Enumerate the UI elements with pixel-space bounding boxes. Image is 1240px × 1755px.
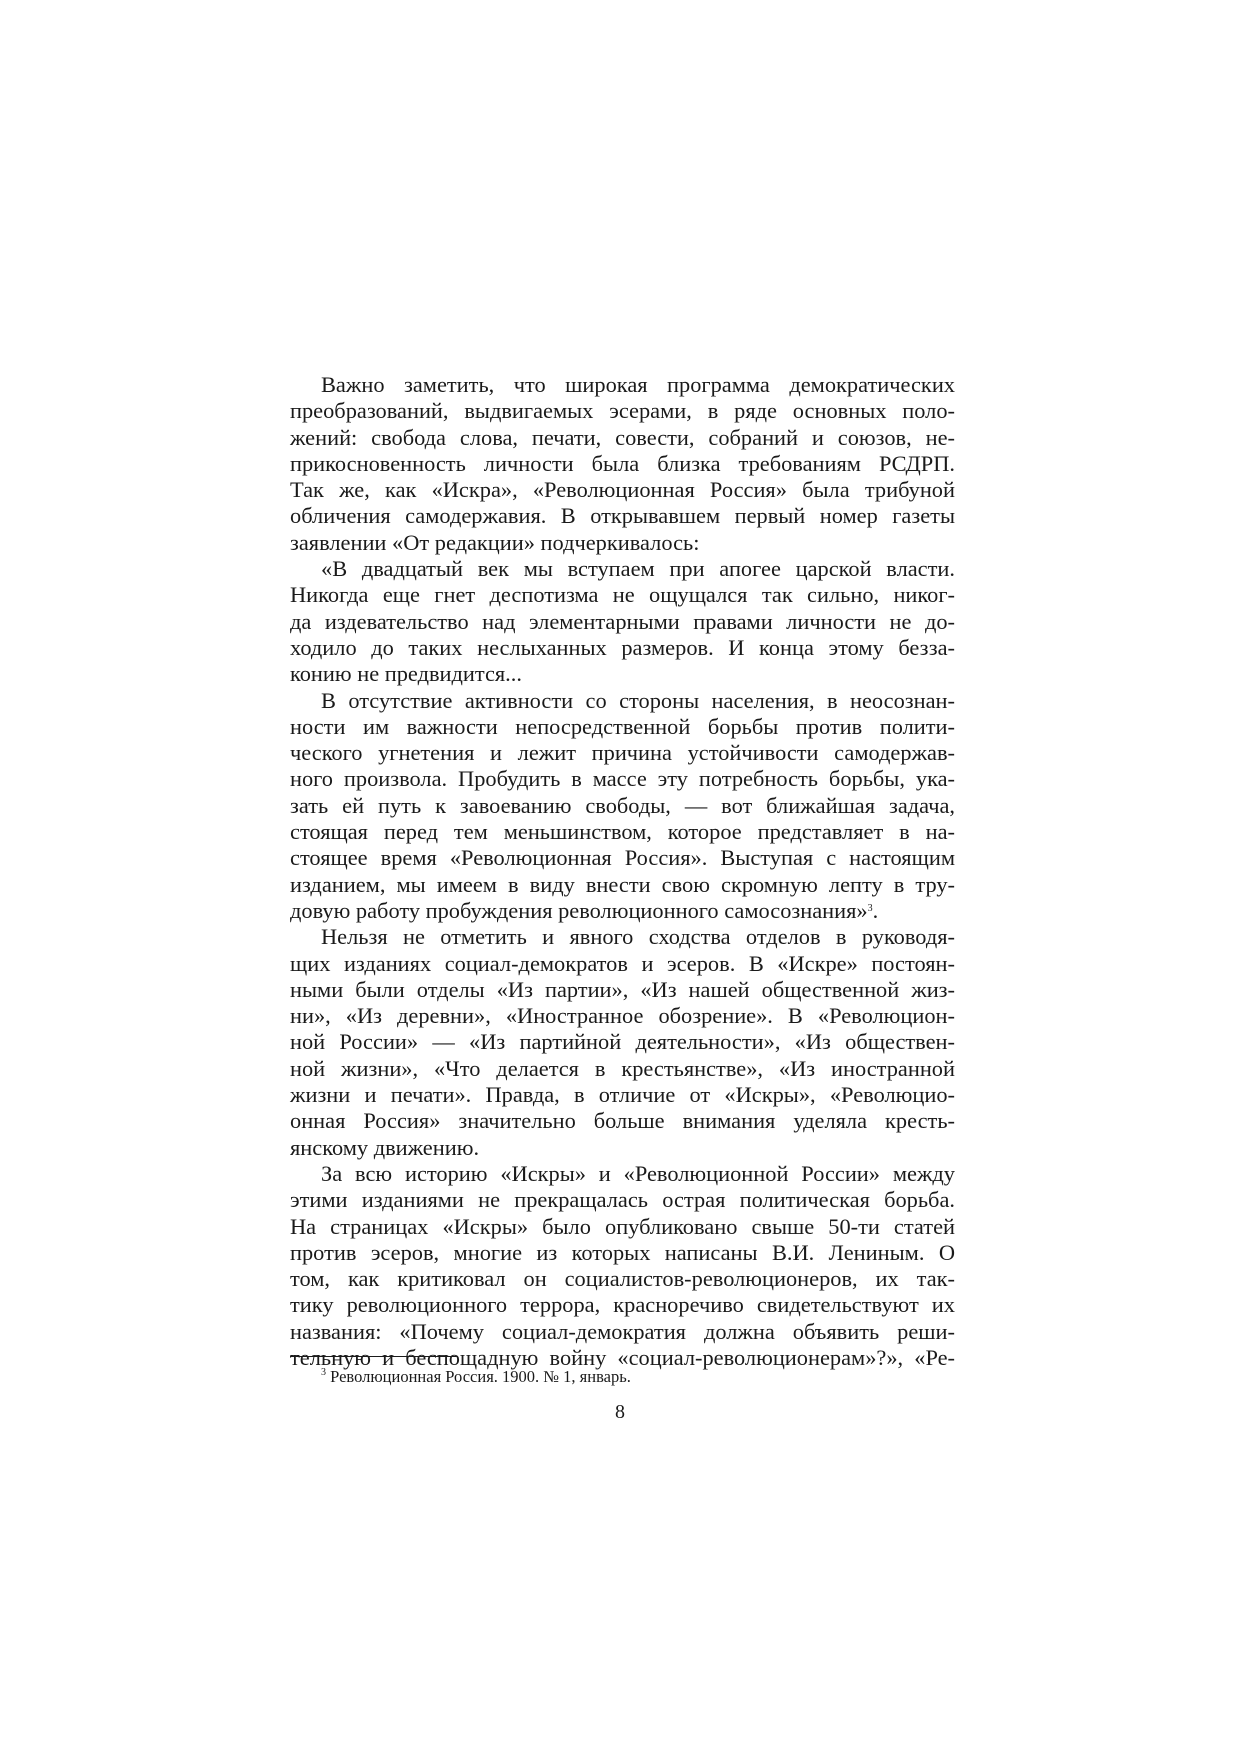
text-line-content: прикосновенность личности была близка требованиям РСДРП.	[290, 450, 955, 476]
main-text	[290, 372, 955, 1371]
text-line-content: щих изданиях социал-демократов и эсеров. В «Искре» постоян-	[290, 950, 955, 976]
text-line-content: зать ей путь к завоеванию свободы, — вот ближайшая задача,	[290, 792, 955, 818]
text-line	[290, 503, 955, 529]
text-line-content: ходило до таких неслыханных размеров. И конца этому безза-	[290, 634, 955, 660]
text-line-content: ческого угнетения и лежит причина устойчивости самодержав-	[290, 740, 955, 766]
text-line	[290, 1029, 955, 1055]
text-line	[290, 714, 955, 740]
text-line	[290, 1319, 955, 1345]
text-line	[290, 924, 955, 950]
text-line	[290, 845, 955, 871]
text-line-content: том, как критиковал он социалистов-революционеров, их так-	[290, 1266, 955, 1292]
text-line-content: На страницах «Искры» было опубликовано свыше 50-ти статей	[290, 1213, 955, 1239]
text-line-content: заявлении «От редакции» подчеркивалось:	[290, 529, 700, 555]
text-line	[290, 1214, 955, 1240]
text-line-content: ными были отделы «Из партии», «Из нашей общественной жиз-	[290, 976, 955, 1002]
text-line-content: Так же, как «Искра», «Революционная Россия» была трибуной	[290, 477, 955, 503]
text-line-content: ной жизни», «Что делается в крестьянстве», «Из иностранной	[290, 1055, 955, 1081]
text-line-content: Нельзя не отметить и явного сходства отделов в руководя-	[321, 924, 955, 950]
text-line	[290, 1056, 955, 1082]
text-line-content: названия: «Почему социал-демократия должна объявить реши-	[290, 1318, 955, 1344]
text-line-content: За всю историю «Искры» и «Революционной России» между	[321, 1160, 955, 1186]
text-line-content: против эсеров, многие из которых написаны В.И. Лениным. О	[290, 1239, 955, 1265]
trailing-punctuation: .	[872, 897, 879, 923]
text-line-content: преобразований, выдвигаемых эсерами, в ряде основных поло-	[290, 398, 955, 424]
text-line	[290, 872, 955, 898]
page-number: 8	[615, 1401, 625, 1423]
text-line	[290, 688, 955, 714]
text-line-content: изданием, мы имеем в виду внести свою скромную лепту в тру-	[290, 871, 955, 897]
text-line-content: тику революционного террора, красноречиво свидетельствуют их	[290, 1292, 955, 1318]
text-line	[290, 372, 955, 398]
text-line	[290, 451, 955, 477]
text-line-content: янскому движению.	[290, 1134, 480, 1160]
text-line-content: ного произвола. Пробудить в массе эту потребность борьбы, ука-	[290, 766, 955, 792]
text-line	[290, 1161, 955, 1187]
footnote-divider	[290, 1356, 457, 1357]
footnote-reference: 3	[867, 902, 873, 914]
footnote	[321, 1366, 631, 1388]
text-line	[290, 661, 955, 687]
text-line	[290, 1240, 955, 1266]
text-line	[290, 1108, 955, 1134]
text-line-content: жизни и печати». Правда, в отличие от «Искры», «Революцио-	[290, 1082, 955, 1108]
footnote-text: Революционная Россия. 1900. № 1, январь.	[330, 1367, 631, 1386]
text-line-content: довую работу пробуждения революционного самосознания»	[290, 897, 868, 923]
text-line-content: жений: свобода слова, печати, совести, собраний и союзов, не-	[290, 424, 955, 450]
text-line-content: ной России» — «Из партийной деятельности», «Из обществен-	[290, 1029, 955, 1055]
text-line	[290, 1135, 955, 1161]
text-line-content: обличения самодержавия. В открывавшем первый номер газеты	[290, 503, 955, 529]
text-line	[290, 766, 955, 792]
text-line	[290, 1187, 955, 1213]
text-line	[290, 609, 955, 635]
text-line	[290, 477, 955, 503]
footnote-marker: 3	[321, 1367, 326, 1378]
text-line	[290, 1082, 955, 1108]
text-line	[290, 977, 955, 1003]
text-line-content: ности им важности непосредственной борьбы против полити-	[290, 713, 955, 739]
text-line	[290, 819, 955, 845]
text-line	[290, 1292, 955, 1318]
text-line-content: В отсутствие активности со стороны населения, в неосознан-	[321, 687, 955, 713]
text-line	[290, 398, 955, 424]
text-line-content: ни», «Из деревни», «Иностранное обозрение». В «Революцион-	[290, 1003, 955, 1029]
text-line-content: конию не предвидится...	[290, 661, 522, 687]
text-line	[290, 582, 955, 608]
text-line-content: тельную и беспощадную войну «социал-революционерам»?», «Ре-	[290, 1344, 955, 1370]
text-line	[290, 740, 955, 766]
text-line-content: «В двадцатый век мы вступаем при апогее царской власти.	[321, 556, 955, 582]
text-line-content: Никогда еще гнет деспотизма не ощущался так сильно, никог-	[290, 582, 955, 608]
text-line	[290, 898, 955, 924]
text-line-content: да издевательство над элементарными правами личности не до-	[290, 608, 955, 634]
text-line-content: стоящая перед тем меньшинством, которое представляет в на-	[290, 819, 955, 845]
text-line	[290, 1003, 955, 1029]
text-line	[290, 425, 955, 451]
text-line	[290, 793, 955, 819]
text-line	[290, 530, 955, 556]
text-line-content: Важно заметить, что широкая программа демократических	[321, 372, 955, 397]
text-line	[290, 1266, 955, 1292]
text-line	[290, 556, 955, 582]
text-line-content: онная Россия» значительно больше внимания уделяла кресть-	[290, 1108, 955, 1134]
text-line	[290, 635, 955, 661]
text-line	[290, 951, 955, 977]
text-line-content: стоящее время «Революционная Россия». Выступая с настоящим	[290, 845, 955, 871]
text-line-content: этими изданиями не прекращалась острая политическая борьба.	[290, 1187, 955, 1213]
